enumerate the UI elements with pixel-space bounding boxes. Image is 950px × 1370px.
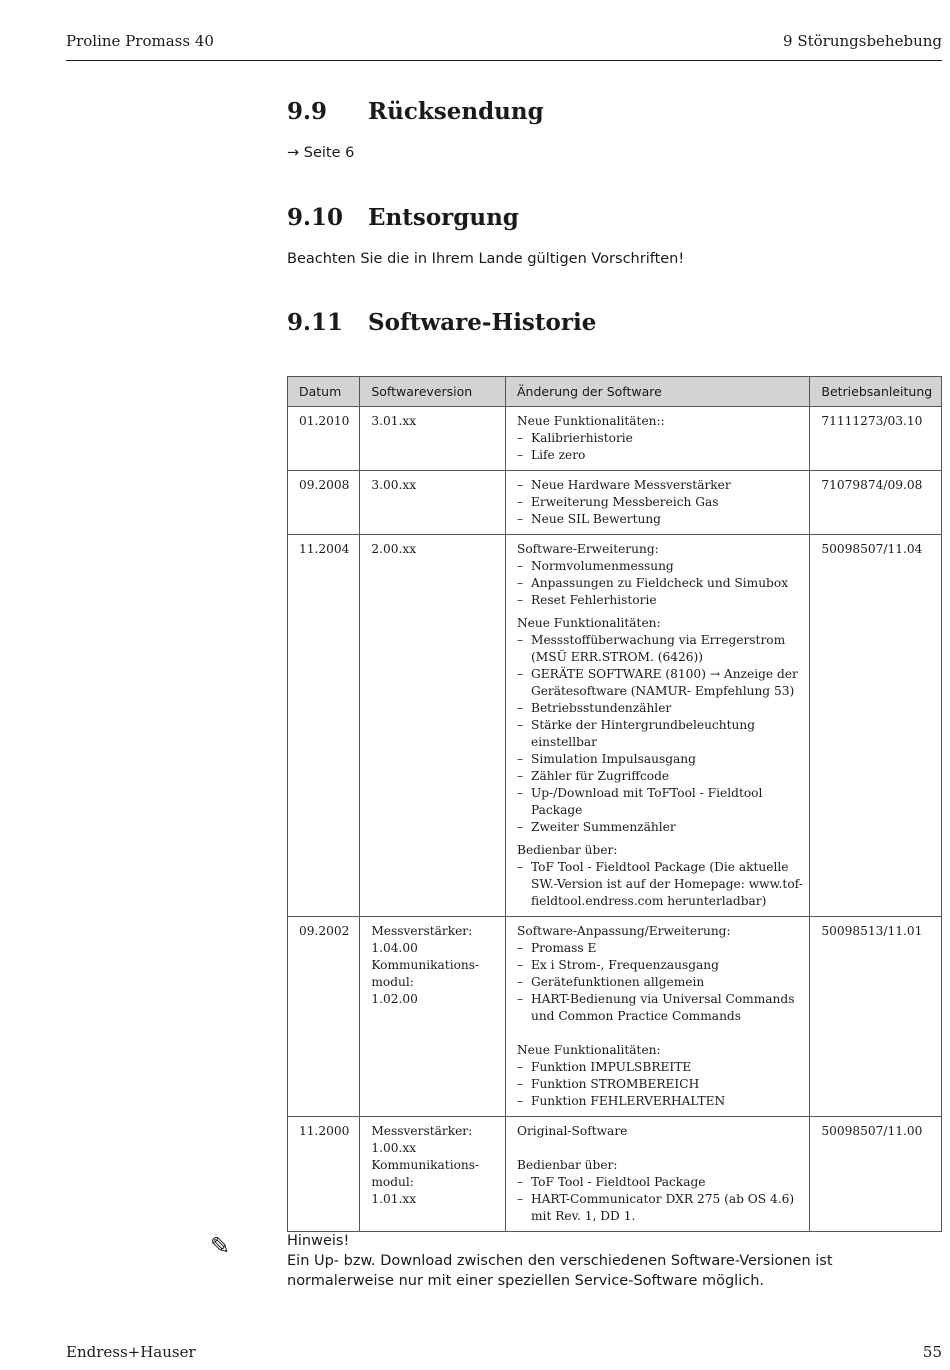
change-group-heading: Bedienbar über: [516,843,618,857]
change-group-heading: Neue Funktionalitäten: [516,1043,661,1057]
list-item: – GERÄTE SOFTWARE (8100) → Anzeige der Gerätesoftware (NAMUR- Empfehlung 53) [517,666,805,700]
version-line: modul: [371,1175,414,1189]
software-history-table [287,376,942,1232]
list-item: – Funktion STROMBEREICH [517,1076,805,1093]
change-group-heading: Original-Software [516,1124,628,1138]
version-line: Kommunikations- [371,1158,480,1172]
table-row [288,407,942,471]
section-heading-9-9 [287,98,544,125]
list-item: – Up-/Download mit ToFTool - Fieldtool Package [517,785,805,819]
column-header-date: Datum [288,377,360,407]
version-line: modul: [371,975,414,989]
version-line: Messverstärker: [371,924,473,938]
change-group-heading: Bedienbar über: [516,1158,618,1172]
list-item: – Normvolumenmessung [517,558,805,575]
section-title: Entsorgung [368,204,519,231]
list-item: – HART-Bedienung via Universal Commands und Common Practice Commands [517,991,805,1025]
column-header-changes: Änderung der Software [505,377,809,407]
header-product-name: Proline Promass 40 [66,32,214,50]
list-item: – HART-Communicator DXR 275 (ab OS 4.6) mit Rev. 1, DD 1. [517,1191,805,1225]
list-item: – ToF Tool - Fieldtool Package (Die aktuelle SW.-Version ist auf der Homepage: www.tof-fieldtool.endress.com herunterladbar) [517,859,805,910]
cell-version [360,535,506,917]
section-heading-9-11 [287,309,596,336]
list-item: – ToF Tool - Fieldtool Package [517,1174,805,1191]
version-line: Kommunikations- [371,958,480,972]
list-item: – Betriebsstundenzähler [517,700,805,717]
version-line: 1.00.xx [371,1141,417,1155]
cell-date: 01.2010 [288,407,360,471]
table-header-row [288,377,942,407]
group-spacer [517,1025,805,1042]
change-list [517,859,805,910]
cell-changes [505,535,809,917]
list-item: – Stärke der Hintergrundbeleuchtung einstellbar [517,717,805,751]
version-line: 1.01.xx [371,1192,417,1206]
list-item: – Kalibrierhistorie [517,430,805,447]
group-spacer [517,1140,805,1157]
version-line: 1.02.00 [371,992,418,1006]
section-number: 9.10 [287,204,344,231]
version-line: Messverstärker: [371,1124,473,1138]
cell-manual: 50098513/11.01 [810,917,942,1117]
cell-changes [505,407,809,471]
change-list [517,477,805,528]
cell-manual: 50098507/11.00 [810,1117,942,1232]
footer-company: Endress+Hauser [66,1343,196,1361]
note-text: Ein Up- bzw. Download zwischen den verschiedenen Software-Versionen ist normalerweise nur mit einer speziellen Service-Software möglich. [287,1253,833,1289]
version-line: 2.00.xx [371,542,417,556]
list-item: – Funktion FEHLERVERHALTEN [517,1093,805,1110]
change-list [517,940,805,1025]
cell-changes [505,1117,809,1232]
cell-manual: 71111273/03.10 [810,407,942,471]
table-row [288,917,942,1117]
cell-date: 11.2004 [288,535,360,917]
version-line: 3.01.xx [371,414,417,428]
section-title: Software-Historie [368,309,597,336]
list-item: – Neue SIL Bewertung [517,511,805,528]
column-header-manual: Betriebsanleitung [810,377,942,407]
column-header-version: Softwareversion [360,377,506,407]
note-title: Hinweis! [287,1233,350,1249]
cell-version [360,407,506,471]
cell-date: 11.2000 [288,1117,360,1232]
section-number: 9.11 [287,309,344,336]
change-group-heading: Software-Erweiterung: [516,542,659,556]
list-item: – Gerätefunktionen allgemein [517,974,805,991]
section-title: Rücksendung [368,98,544,125]
change-list [517,558,805,609]
section-heading-9-10 [287,204,519,231]
cell-date: 09.2002 [288,917,360,1117]
cell-manual: 71079874/09.08 [810,471,942,535]
list-item: – Reset Fehlerhistorie [517,592,805,609]
section-9-9-text: → Seite 6 [287,145,355,161]
cell-changes [505,917,809,1117]
change-list [517,430,805,464]
pencil-icon: ✎ [210,1232,231,1260]
change-list [517,632,805,836]
cell-version [360,1117,506,1232]
section-number: 9.9 [287,98,328,125]
cell-manual: 50098507/11.04 [810,535,942,917]
cell-version [360,917,506,1117]
cell-date: 09.2008 [288,471,360,535]
change-list [517,1059,805,1110]
page-number: 55 [922,1343,942,1361]
list-item: – Simulation Impulsausgang [517,751,805,768]
version-line: 3.00.xx [371,478,417,492]
list-item: – Ex i Strom-, Frequenzausgang [517,957,805,974]
list-item: – Life zero [517,447,805,464]
list-item: – Zähler für Zugriffcode [517,768,805,785]
header-divider [66,60,942,61]
change-group-heading: Neue Funktionalitäten:: [516,414,665,428]
header-chapter-title: 9 Störungsbehebung [783,32,942,50]
table-row [288,535,942,917]
list-item: – Erweiterung Messbereich Gas [517,494,805,511]
table-row [288,1117,942,1232]
list-item: – Zweiter Summenzähler [517,819,805,836]
list-item: – Messstoffüberwachung via Erregerstrom (MSÜ ERR.STROM. (6426)) [517,632,805,666]
section-9-10-text: Beachten Sie die in Ihrem Lande gültigen Vorschriften! [287,251,685,267]
change-group-heading: Software-Anpassung/Erweiterung: [516,924,731,938]
version-line: 1.04.00 [371,941,418,955]
list-item: – Neue Hardware Messverstärker [517,477,805,494]
change-list [517,1174,805,1225]
list-item: – Anpassungen zu Fieldcheck und Simubox [517,575,805,592]
change-group-heading: Neue Funktionalitäten: [516,616,661,630]
note-box [287,1231,942,1291]
list-item: – Promass E [517,940,805,957]
table-row [288,471,942,535]
cell-version [360,471,506,535]
list-item: – Funktion IMPULSBREITE [517,1059,805,1076]
cell-changes [505,471,809,535]
